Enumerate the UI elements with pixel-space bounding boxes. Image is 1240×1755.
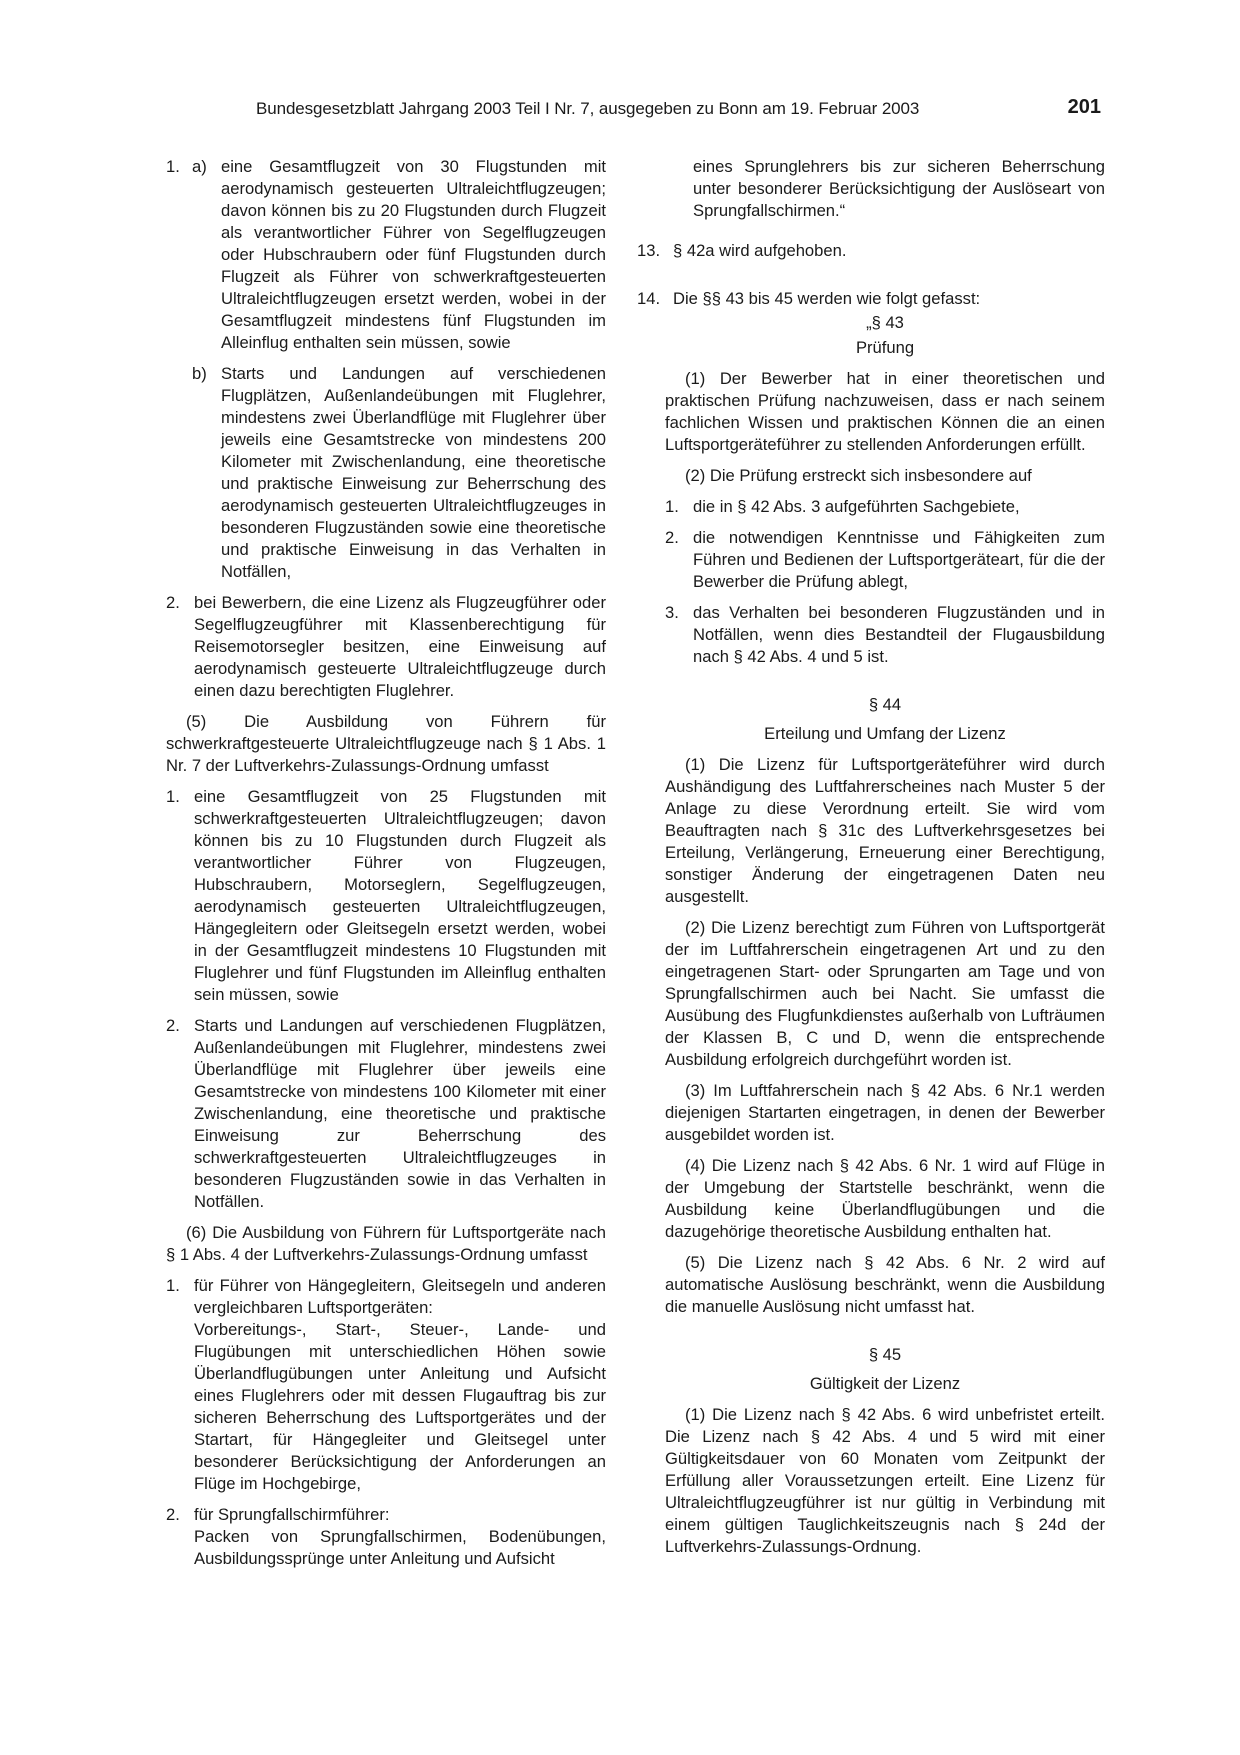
section-43-title: Prüfung	[855, 338, 915, 357]
paragraph-5: (5) Die Ausbildung von Führern für schwerkraftgesteuerte Ultraleichtflugzeuge nach § 1 Abs. 1 Nr. 7 der Luftverkehrs-Zulassungs-Ordnung umfasst	[166, 712, 606, 775]
section-45-paragraph-1: (1) Die Lizenz nach § 42 Abs. 6 wird unbefristet erteilt. Die Lizenz nach § 42 Abs. 4 und 5 wird mit einer Gültigkeitsdauer von 60 Monaten vom Zeitpunkt der Erfüllung aller Voraussetzungen erteilt. Eine Lizenz für Ultraleichtflugzeugführer ist nur gültig in Verbindung mit einem gültigen Tauglichkeitszeugnis nach § 24d der Luftverkehrs-Zulassungs-Ordnung.	[665, 1405, 1105, 1556]
item-text: Packen von Sprungfallschirmen, Bodenübungen, Ausbildungssprünge unter Anleitung und Aufsicht	[194, 1527, 606, 1568]
item-text: bei Bewerbern, die eine Lizenz als Flugzeugführer oder Segelflugzeugführer mit Klassenberechtigung für Reisemotorsegler besitzen, eine Einweisung auf aerodynamisch gesteuerte Ultraleichtflugzeuge durch einen dazu berechtigten Fluglehrer.	[194, 593, 606, 700]
item-letter: b)	[192, 364, 207, 383]
list-item-13	[637, 240, 1105, 262]
item-text: Starts und Landungen auf verschiedenen Flugplätzen, Außenlandeübungen mit Fluglehrer, mindestens zwei Überlandflüge mit Fluglehrer über jeweils eine Gesamtstrecke von mindestens 200 Kilometer mit Zwischenlandung, eine theoretische und praktische Einweisung zur Beherrschung des aerodynamisch gesteuerten Ultraleichtflugzeuges in besonderen Flugzuständen sowie eine theoretische und praktische Einweisung in das Verhalten in Notfällen,	[221, 364, 606, 581]
section-44-title: Erteilung und Umfang der Lizenz	[764, 724, 1006, 743]
item-lead: für Sprungfallschirmführer:	[194, 1505, 390, 1524]
item-number: 1.	[166, 1276, 180, 1295]
page-number: 201	[1067, 96, 1101, 118]
list-item-1a	[166, 156, 606, 354]
item-number: 14.	[637, 289, 661, 308]
item-number: 3.	[665, 603, 679, 622]
item-number: 2.	[166, 1505, 180, 1524]
list-item-2	[166, 592, 606, 702]
item-lead: für Führer von Hängegleitern, Gleitsegeln und anderen vergleichbaren Luftsportgeräten:	[194, 1276, 606, 1317]
section-44-paragraph-1: (1) Die Lizenz für Luftsportgeräteführer wird durch Aushändigung des Luftfahrerscheines nach Muster 5 der Anlage zu diese Verordnung erteilt. Sie wird vom Beauftragten nach § 31c des Luftverkehrsgesetzes bei Erteilung, Verlängerung, Erneuerung einer Berechtigung, sonstiger Änderung der eingetragenen Daten neu ausgestellt.	[665, 755, 1105, 906]
paragraph-6: (6) Die Ausbildung von Führern für Luftsportgeräte nach § 1 Abs. 4 der Luftverkehrs-Zulassungs-Ordnung umfasst	[166, 1223, 606, 1264]
section-45-title: Gültigkeit der Lizenz	[809, 1374, 961, 1393]
left-column	[166, 156, 606, 1570]
right-column	[637, 156, 1105, 1558]
item-letter: a)	[192, 157, 207, 176]
list-item-1b	[166, 363, 606, 583]
list-item-14	[637, 288, 1105, 310]
section-44-paragraph-3: (3) Im Luftfahrerschein nach § 42 Abs. 6 Nr.1 werden diejenigen Startarten eingetragen, in denen der Bewerber ausgebildet worden ist.	[665, 1081, 1105, 1144]
item-number: 2.	[166, 593, 180, 612]
item-number: 13.	[637, 241, 661, 260]
page-header	[166, 96, 1101, 125]
list-item-6-1	[166, 1275, 606, 1495]
item-text: Starts und Landungen auf verschiedenen Flugplätzen, Außenlandeübungen mit Fluglehrer, mindestens zwei Überlandflüge mit Fluglehrer über jeweils eine Gesamtstrecke von mindestens 100 Kilometer mit einer Zwischenlandung, eine theoretische und praktische Einweisung zur Beherrschung des schwerkraftgesteuerten Ultraleichtflugzeuges in besonderen Flugzuständen sowie in das Verhalten in Notfällen.	[194, 1016, 606, 1211]
item-text: Vorbereitungs-, Start-, Steuer-, Lande- und Flugübungen mit unterschiedlichen Höhen sowie Überlandflugübungen unter Anleitung und Aufsicht eines Fluglehrers oder mit dessen Flugauftrag bis zur sicheren Beherrschung des Luftsportgerätes und der Startart, für Hängegleiter und Gleitsegel unter besonderer Berücksichtigung der Anforderungen an Flüge im Hochgebirge,	[194, 1320, 606, 1493]
item-text: Die §§ 43 bis 45 werden wie folgt gefasst:	[673, 289, 981, 308]
list-item-5-2	[166, 1015, 606, 1213]
header-title: Bundesgesetzblatt Jahrgang 2003 Teil I Nr. 7, ausgegeben zu Bonn am 19. Februar 2003	[256, 99, 920, 118]
section-43-item-2	[665, 527, 1105, 593]
item-number: 1.	[166, 157, 180, 176]
section-43-item-3	[665, 602, 1105, 668]
section-45-heading: § 45	[868, 1345, 902, 1364]
item-text: eine Gesamtflugzeit von 30 Flugstunden mit aerodynamisch gesteuerten Ultraleichtflugzeugen; davon können bis zu 20 Flugstunden durch Flugzeit als verantwortlicher Führer von Segelflugzeugen oder Hubschraubern oder fünf Flugstunden durch Flugzeit als Führer von schwerkraftgesteuerten Ultraleichtflugzeugen ersetzt werden, wobei in der Gesamtflugzeit mindestens fünf Flugstunden im Alleinflug enthalten sein müssen, sowie	[221, 157, 606, 352]
section-44-paragraph-5: (5) Die Lizenz nach § 42 Abs. 6 Nr. 2 wird auf automatische Auslösung beschränkt, wenn die Ausbildung die manuelle Auslösung nicht umfasst hat.	[665, 1253, 1105, 1316]
section-43-paragraph-2: (2) Die Prüfung erstreckt sich insbesondere auf	[685, 466, 1032, 485]
item-text: das Verhalten bei besonderen Flugzuständen und in Notfällen, wenn dies Bestandteil der Flugausbildung nach § 42 Abs. 4 und 5 ist.	[693, 603, 1105, 666]
item-number: 1.	[166, 787, 180, 806]
section-44-paragraph-2: (2) Die Lizenz berechtigt zum Führen von Luftsportgerät der im Luftfahrerschein eingetragenen Art und zu den eingetragenen Start- oder Sprungarten am Tage und von Sprungfallschirmen auch bei Nacht. Sie umfasst die Ausübung des Flugfunkdienstes außerhalb von Lufträumen der Klassen B, C und D, wenn die entsprechende Ausbildung erfolgreich durchgeführt worden ist.	[665, 918, 1105, 1069]
item-number: 2.	[665, 528, 679, 547]
section-43-item-1	[665, 496, 1105, 518]
section-44-paragraph-4: (4) Die Lizenz nach § 42 Abs. 6 Nr. 1 wird auf Flüge in der Umgebung der Startstelle beschränkt, wenn die Ausbildung keine Überlandflugübungen und die dazugehörige theoretische Ausbildung enthalten hat.	[665, 1156, 1105, 1241]
section-43-heading: „§ 43	[866, 313, 904, 332]
item-text: eine Gesamtflugzeit von 25 Flugstunden mit schwerkraftgesteuerten Ultraleichtflugzeugen; davon können bis zu 10 Flugstunden durch Flugzeit als verantwortlicher Führer von Flugzeugen, Hubschraubern, Motorseglern, Segelflugzeugen, aerodynamisch gesteuerten Ultraleichtflugzeugen, Hängegleitern oder Gleitsegeln ersetzt werden, wobei in der Gesamtflugzeit mindestens 10 Flugstunden mit Fluglehrer und fünf Flugstunden im Alleinflug enthalten sein müssen, sowie	[194, 787, 606, 1004]
section-44-heading: § 44	[868, 695, 902, 714]
item-text: die notwendigen Kenntnisse und Fähigkeiten zum Führen und Bedienen der Luftsportgeräteart, für die der Bewerber die Prüfung ablegt,	[693, 528, 1105, 591]
list-item-6-2	[166, 1504, 606, 1570]
item-number: 1.	[665, 497, 679, 516]
item-number: 2.	[166, 1016, 180, 1035]
section-43-paragraph-1: (1) Der Bewerber hat in einer theoretischen und praktischen Prüfung nachzuweisen, dass er nach seinem fachlichen Wissen und praktischen Können die an einen Luftsportgeräteführer zu stellenden Anforderungen erfüllt.	[665, 369, 1105, 454]
item-text: § 42a wird aufgehoben.	[673, 241, 847, 260]
list-item-5-1	[166, 786, 606, 1006]
item-text: die in § 42 Abs. 3 aufgeführten Sachgebiete,	[693, 497, 1020, 516]
continuation-text: eines Sprunglehrers bis zur sicheren Beherrschung unter besonderer Berücksichtigung der Auslöseart von Sprungfallschirmen.“	[693, 157, 1105, 220]
